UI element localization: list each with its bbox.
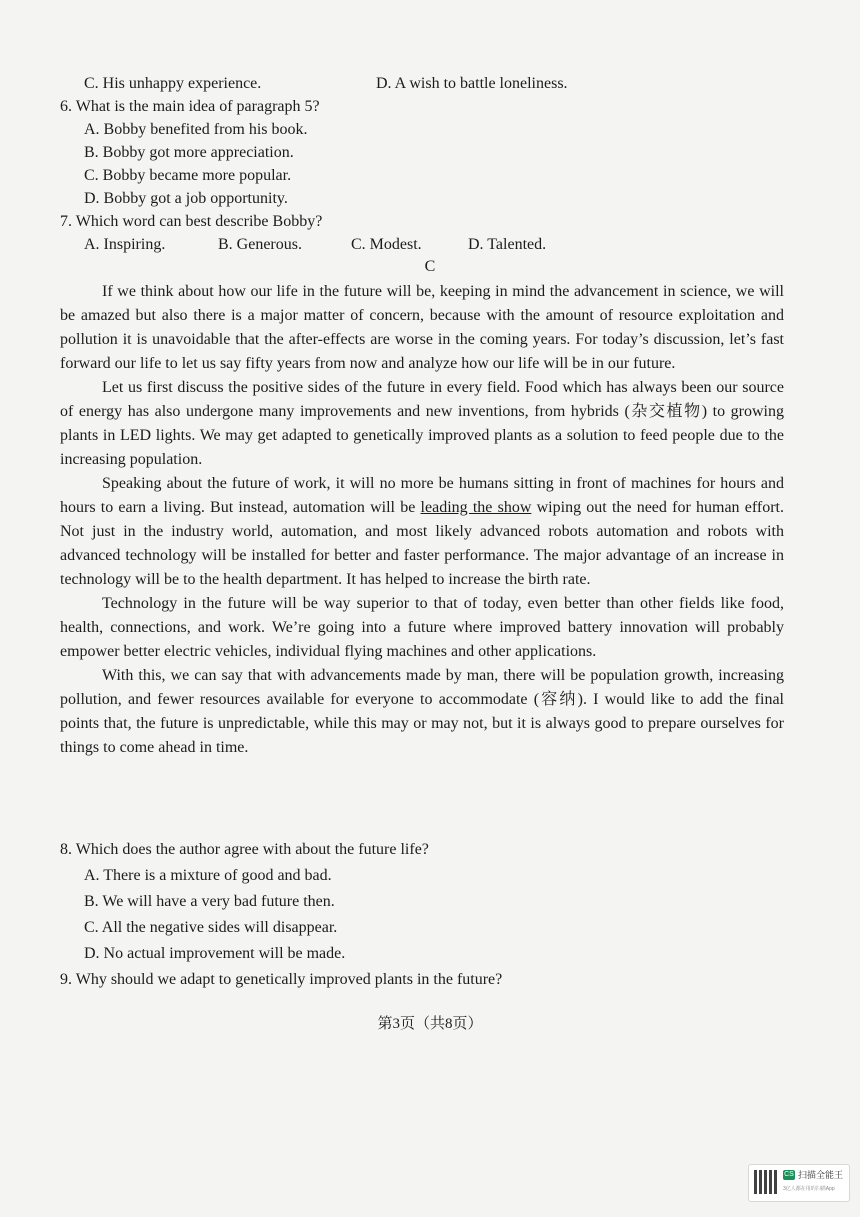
q8-option-a: A. There is a mixture of good and bad. — [84, 867, 332, 884]
q6-option-c: C. Bobby became more popular. — [84, 167, 292, 184]
q7-option-c: C. Modest. — [351, 236, 422, 253]
paragraph-5: With this, we can say that with advancements made by man, there will be population growth, increasing pollution, and fewer resources available for everyone to accommodate (容纳). I would like to add the final points that, the future is unpredictable, while this may or may not, but it is always good to prepare ourselves for things to come ahead in time. — [60, 667, 784, 756]
paragraph-1: If we think about how our life in the future will be, keeping in mind the advancement in science, we will be amazed but also there is a major matter of concern, because with the amount of resource exploitation and pollution it is unavoidable that the after-effects are worse in the coming years. For today’s discussion, let’s fast forward our life to let us say fifty years from now and analyze how our life will be in our future. — [60, 283, 784, 372]
q8-option-b: B. We will have a very bad future then. — [84, 893, 335, 910]
paragraph-3 — [60, 472, 784, 592]
scanner-watermark — [748, 1164, 850, 1202]
q7-option-b: B. Generous. — [218, 236, 302, 253]
q6-option-b: B. Bobby got more appreciation. — [84, 144, 294, 161]
option-d-prev: D. A wish to battle loneliness. — [376, 75, 568, 92]
paragraph-3-part-2: wiping out the need for human effort. Not just in the industry world, automation, and most likely advanced robots automation and robots with advanced technology will be installed for better and faster performance. The major advantage of an increase in technology will be to the health department. It has helped to increase the birth rate. — [60, 499, 785, 588]
question-6: 6. What is the main idea of paragraph 5? — [60, 98, 320, 115]
section-heading: C — [424, 258, 436, 275]
option-c-prev: C. His unhappy experience. — [84, 75, 262, 92]
scanner-tagline: 3亿人都在用的扫描App — [783, 1186, 835, 1192]
page-footer: 第3页（共8页） — [377, 1016, 483, 1032]
q8-option-d: D. No actual improvement will be made. — [84, 945, 346, 962]
reading-passage — [60, 280, 784, 760]
q8-option-c: C. All the negative sides will disappear. — [84, 919, 338, 936]
q6-option-d: D. Bobby got a job opportunity. — [84, 190, 288, 207]
question-8: 8. Which does the author agree with about the future life? — [60, 841, 429, 858]
q6-option-a: A. Bobby benefited from his book. — [84, 121, 308, 138]
question-7: 7. Which word can best describe Bobby? — [60, 213, 323, 230]
q7-option-d: D. Talented. — [468, 236, 547, 253]
paragraph-2: Let us first discuss the positive sides of the future in every field. Food which has always been our source of energy has also undergone many improvements and new inventions, from hybrids (杂交植物) to growing plants in LED lights. We may get adapted to genetically improved plants as a solution to feed people due to the increasing population. — [60, 379, 784, 468]
scanner-logo-icon: CS — [784, 1171, 794, 1178]
underlined-phrase: leading the show — [420, 499, 532, 516]
q7-option-a: A. Inspiring. — [84, 236, 166, 253]
question-9: 9. Why should we adapt to genetically improved plants in the future? — [60, 971, 503, 988]
qr-code-icon — [754, 1170, 778, 1194]
scanner-brand: 扫描全能王 — [798, 1170, 844, 1180]
paragraph-4: Technology in the future will be way superior to that of today, even better than other fields like food, health, connections, and work. We’re going into a future where improved battery innovation will probably empower better electric vehicles, individual flying machines and other applications. — [60, 595, 784, 660]
paragraph-3-part-1: Speaking about the future of work, it will no more be humans sitting in front of machines for hours and hours to earn a living. But instead, automation will be — [60, 475, 784, 516]
